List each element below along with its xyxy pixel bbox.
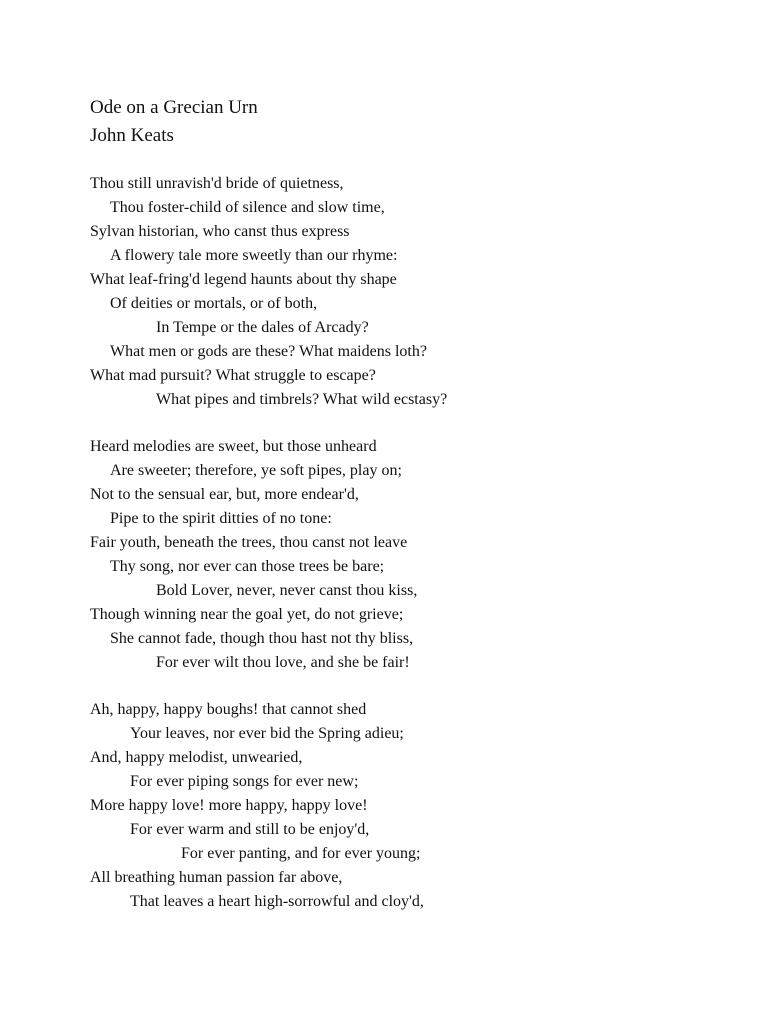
poem-line: Sylvan historian, who canst thus express [90,223,350,240]
poem-line: What men or gods are these? What maidens loth? [110,343,427,360]
poem-line: For ever wilt thou love, and she be fair! [156,654,410,671]
poem-line: Thou still unravish'd bride of quietness, [90,175,344,192]
poem-author: John Keats [90,125,174,146]
poem-line: Ah, happy, happy boughs! that cannot shed [90,701,367,718]
poem-line: In Tempe or the dales of Arcady? [156,319,369,336]
poem-line: Bold Lover, never, never canst thou kiss, [156,582,418,599]
poem-line: Not to the sensual ear, but, more endear'd, [90,486,359,503]
poem-line: Thou foster-child of silence and slow time, [110,199,385,216]
poem-line: Are sweeter; therefore, ye soft pipes, play on; [110,462,402,479]
poem-line: And, happy melodist, unwearied, [90,749,303,766]
poem-line: More happy love! more happy, happy love! [90,797,368,814]
stanza [90,172,447,412]
poem-line: Pipe to the spirit ditties of no tone: [110,510,332,527]
poem-line: What mad pursuit? What struggle to escape? [90,367,376,384]
poem-line: For ever warm and still to be enjoy'd, [130,821,370,838]
poem-body [90,172,447,937]
poem-line: She cannot fade, though thou hast not thy bliss, [110,630,414,647]
poem-line: What leaf-fring'd legend haunts about thy shape [90,271,397,288]
poem-line: For ever panting, and for ever young; [181,845,421,862]
stanza [90,435,447,675]
poem-heading [90,94,258,150]
poem-line: All breathing human passion far above, [90,869,343,886]
poem-line: Though winning near the goal yet, do not grieve; [90,606,404,623]
poem-line: Of deities or mortals, or of both, [110,295,318,312]
poem-line: That leaves a heart high-sorrowful and cloy'd, [130,893,424,910]
poem-line: A flowery tale more sweetly than our rhyme: [110,247,398,264]
poem-line: Your leaves, nor ever bid the Spring adieu; [130,725,404,742]
poem-line: For ever piping songs for ever new; [130,773,359,790]
poem-line: Thy song, nor ever can those trees be bare; [110,558,385,575]
poem-line: What pipes and timbrels? What wild ecstasy? [156,391,448,408]
poem-line: Fair youth, beneath the trees, thou canst not leave [90,534,408,551]
poem-line: Heard melodies are sweet, but those unheard [90,438,377,455]
stanza [90,698,447,914]
poem-title: Ode on a Grecian Urn [90,97,258,118]
